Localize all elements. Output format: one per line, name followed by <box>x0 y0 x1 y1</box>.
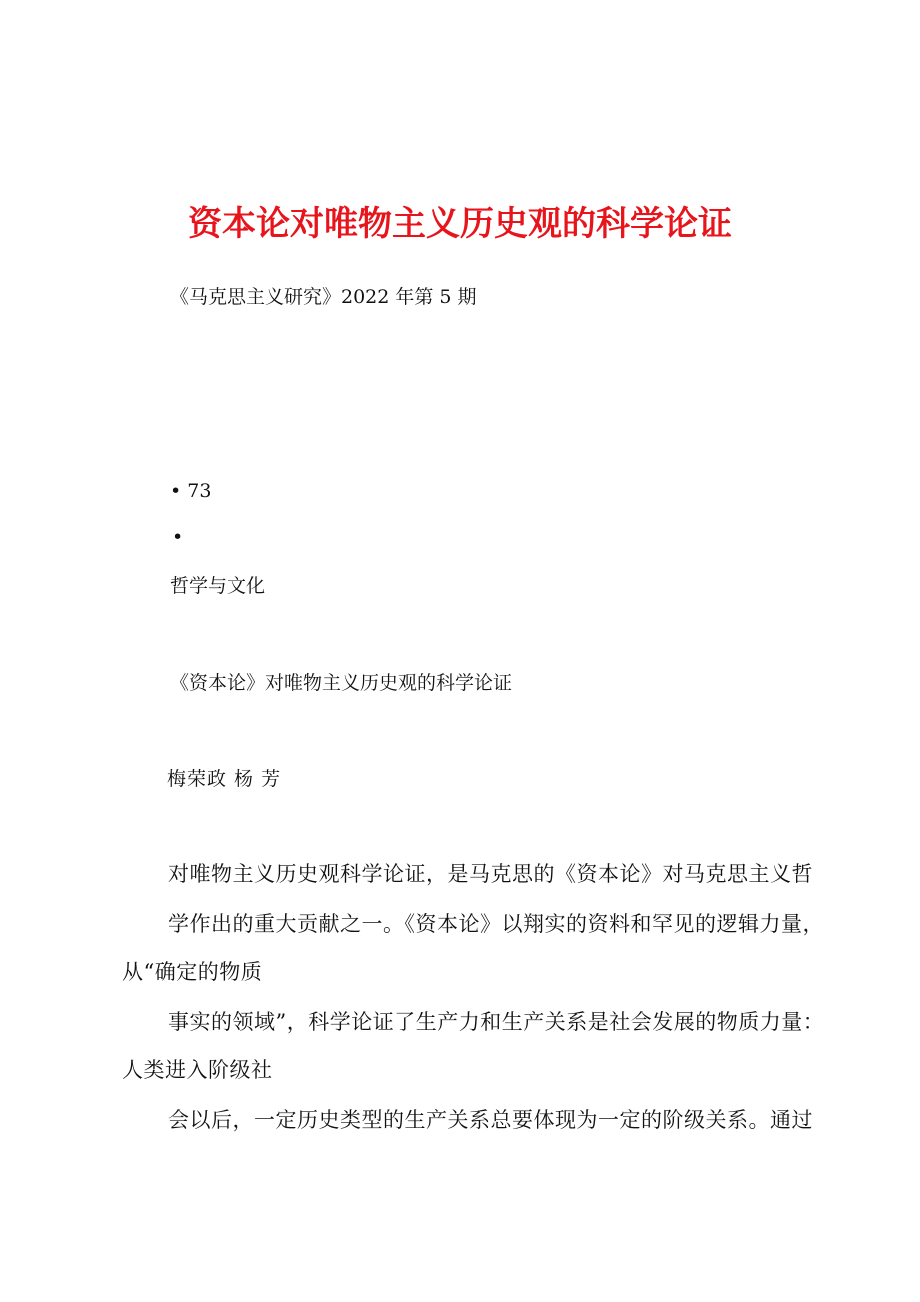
journal-info: 《马克思主义研究》2022 年第 5 期 <box>170 286 477 308</box>
authors: 梅荣政 杨 芳 <box>167 768 282 790</box>
body-line: 对唯物主义历史观科学论证，是马克思的《资本论》对马克思主义哲 <box>168 862 813 886</box>
body-line: 事实的领域”，科学论证了生产力和生产关系是社会发展的物质力量： <box>168 1010 825 1034</box>
body-line: 人类进入阶级社 <box>122 1058 273 1082</box>
body-line: 会以后，一定历史类型的生产关系总要体现为一定的阶级关系。通过 <box>168 1108 813 1132</box>
article-title: 《资本论》对唯物主义历史观的科学论证 <box>170 672 513 694</box>
body-line: 学作出的重大贡献之一。《资本论》以翔实的资料和罕见的逻辑力量， <box>168 912 824 936</box>
page-number: • 73 <box>170 480 212 502</box>
document-title: 资本论对唯物主义历史观的科学论证 <box>188 204 732 244</box>
page-number-dot: • <box>172 526 184 548</box>
body-line: 从“确定的物质 <box>122 960 263 984</box>
section-label: 哲学与文化 <box>170 575 266 597</box>
